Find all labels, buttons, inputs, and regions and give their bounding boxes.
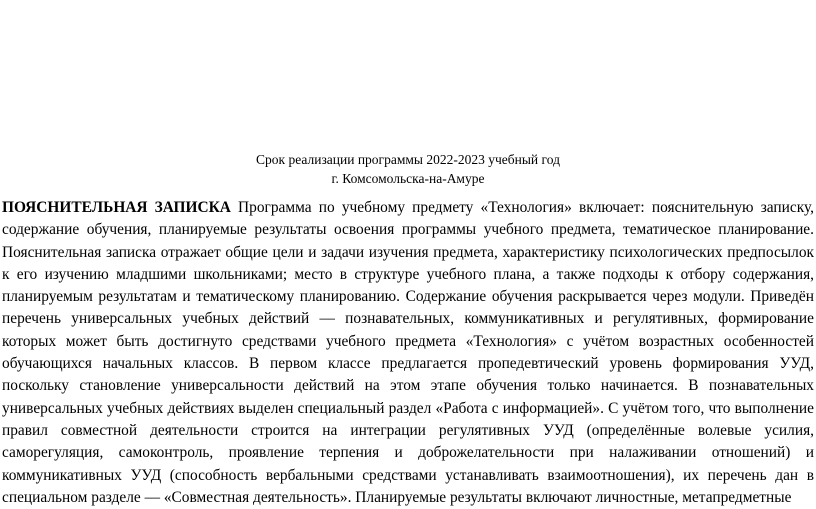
explanatory-note-text: Программа по учебному предмету «Технология» включает: пояснительную записку, содержание обучения, планируемые результаты освоения программы учебного предмета, тематическое планирование. Пояснительная записка отражает общие цели и задачи изучения предмета, характеристику психологических предпосылок к его изучению младшими школьниками; место в структуре учебного плана, а также подходы к отбору содержания, планируемым результатам и тематическому планированию. Содержание обучения раскрывается через модули. Приведён перечень универсальных учебных действий — познавательных, коммуникативных и регулятивных, формирование которых может быть достигнуто средствами учебного предмета «Технология» с учётом возрастных особенностей обучающихся начальных классов. В первом классе предлагается пропедевтический уровень формирования УУД, поскольку становление универсальности действий на этом этапе обучения только начинается. В познавательных универсальных учебных действиях выделен специальный раздел «Работа с информацией». С учётом того, что выполнение правил совместной деятельности строится на интеграции регулятивных УУД (определённые волевые усилия, саморегуляция, самоконтроль, проявление терпения и доброжелательности при налаживании отношений) и коммуникативных УУД (способность вербальными средствами устанавливать взаимоотношения), их перечень дан в специальном разделе — «Совместная деятельность». Планируемые результаты включают личностные, метапредметные	[2, 199, 814, 506]
explanatory-note-heading: ПОЯСНИТЕЛЬНАЯ ЗАПИСКА	[2, 199, 231, 216]
explanatory-note-paragraph	[2, 197, 814, 509]
title-block	[0, 150, 816, 188]
program-term-line: Срок реализации программы 2022-2023 учебный год	[256, 152, 560, 167]
city-line: г. Комсомольска-на-Амуре	[331, 171, 485, 186]
